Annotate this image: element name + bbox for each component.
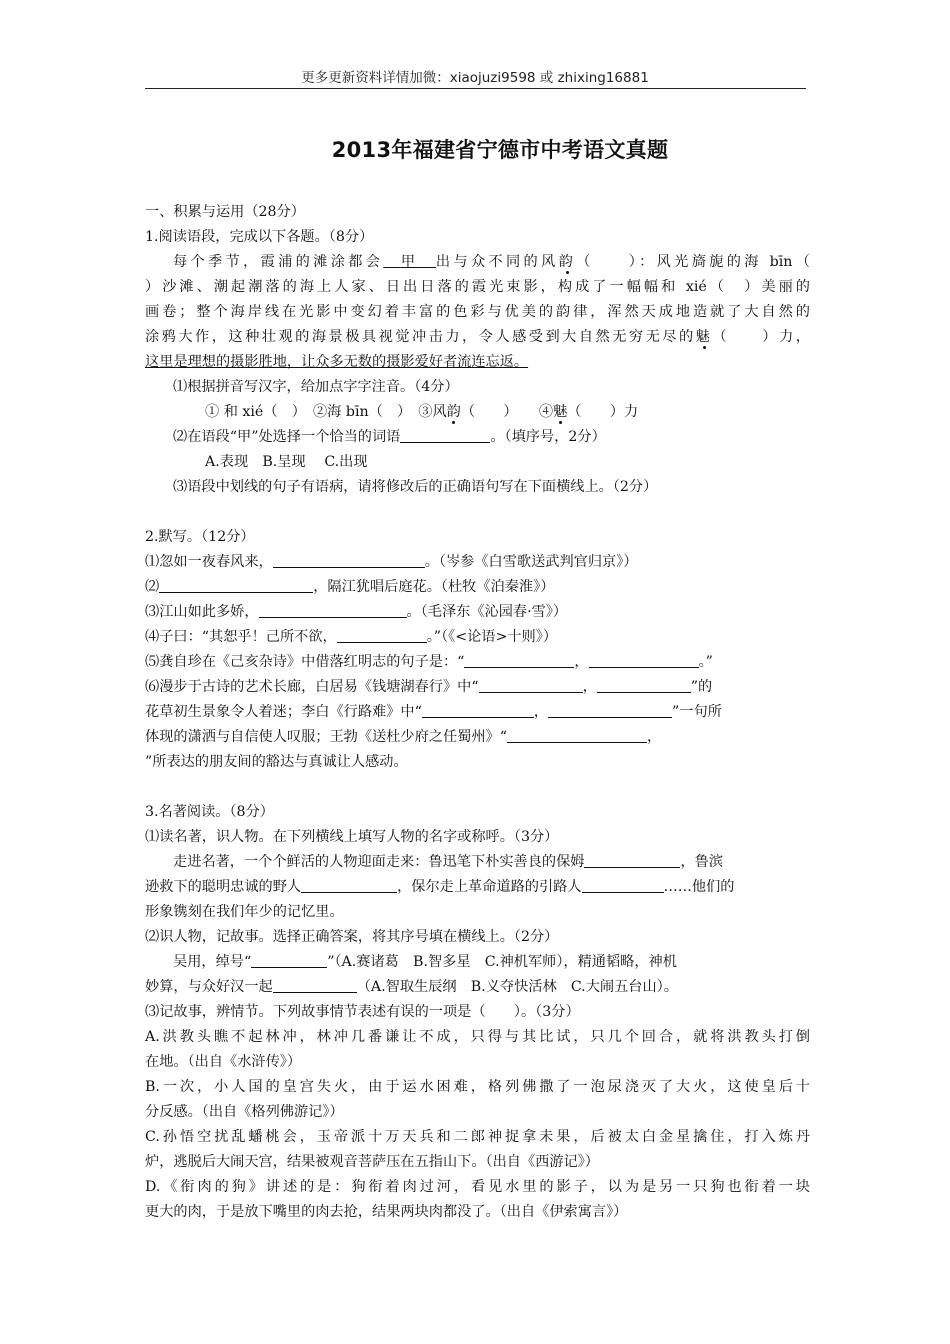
choice-d: D.《衔肉的狗》讲述的是：狗衔着肉过河，看见水里的影子，以为是另一只狗也衔着一块 [145,1179,810,1195]
recite-line: ⑶江山如此多娇， 。（毛泽东《沁园春·雪》） [145,600,810,625]
recite-line: ⑷子曰：“其恕乎！己所不欲， 。”（《<论语>十则》） [145,625,810,650]
blank-jia: 甲 [400,254,419,270]
recite-line: ⑵ ，隔江犹唱后庭花。（杜牧《泊秦淮》） [145,575,810,600]
choice-a-cont: 在地。（出自《水浒传》） [145,1054,302,1070]
header-note: 更多更新资料详情加微：xiaojuzi9598 或 zhixing16881 [301,70,649,86]
dotted-char: 魅 [553,404,568,420]
dotted-char: 韵 [558,254,577,270]
choice-c: C.孙悟空扰乱蟠桃会，玉帝派十万天兵和二郎神捉拿未果，后被太白金星擒住，打入炼丹 [145,1129,810,1145]
question-3-heading: 3.名著阅读。（8分） [145,804,274,820]
passage-line: 形象镌刻在我们年少的记忆里。 [145,904,344,920]
answer-blank[interactable] [273,976,357,993]
recite-line: ”所表达的朋友间的豁达与真诚让人感动。 [145,754,408,770]
dotted-char: 韵 [446,404,461,420]
sub-question: ⑶记故事，辨情节。下列故事情节表述有误的一项是（ ）。（3分） [145,1004,580,1020]
recite-line: 体现的潇洒与自信使人叹服；王勃《送杜少府之任蜀州》“ ， [145,725,810,750]
answer-blank[interactable] [589,651,699,668]
recite-line: ⑹漫步于古诗的艺术长廊，白居易《钱塘湖春行》中“ ， ”的 [145,675,810,700]
sub-question: ⑵识人物，记故事。选择正确答案，将其序号填在横线上。（2分） [145,929,559,945]
passage-line: 逊救下的聪明忠诚的野人 ，保尔走上革命道路的引路人 ……他们的 [145,875,810,900]
answer-blank[interactable] [582,876,664,893]
options-line: A.表现 B.呈现 C.出现 [205,454,368,470]
passage-line: ）沙滩、潮起潮落的海上人家、日出日落的霞光束影，构成了一幅幅和 xié（ ）美丽的 [145,279,810,295]
header-rule [145,88,806,89]
answer-blank[interactable] [464,651,574,668]
passage-line-underlined: 这里是理想的摄影胜地，让众多无数的摄影爱好者流连忘返。 [145,354,529,370]
section-heading: 一、积累与运用（28分） [145,204,305,220]
answer-blank[interactable] [337,626,427,643]
dotted-char: 魅 [695,329,713,345]
choice-d-cont: 更大的肉，于是放下嘴里的肉去抢，结果两块肉都没了。（出自《伊索寓言》） [145,1204,628,1220]
sub-question: ⑴根据拼音写汉字，给加点字字注音。（4分） [173,379,459,395]
recite-line: ⑴忽如一夜春风来， 。（岑参《白雪歌送武判官归京》） [145,550,810,575]
answer-blank[interactable] [422,701,534,718]
answer-blank[interactable] [251,951,327,968]
choice-b: B.一次，小人国的皇宫失火，由于运水困难，格列佛撒了一泡尿浇灭了大火，这使皇后十 [145,1079,810,1095]
choice-a: A.洪教头瞧不起林冲，林冲几番谦让不成，只得与其比试，只几个回合，就将洪教头打倒 [145,1029,810,1045]
question-1-heading: 1.阅读语段，完成以下各题。（8分） [145,229,374,245]
answer-blank[interactable] [548,701,672,718]
answer-blank[interactable] [273,551,425,568]
question-2-heading: 2.默写。（12分） [145,529,255,545]
exam-body [145,200,810,1225]
recite-line: ⑸龚自珍在《己亥杂诗》中借落红明志的句子是：“ ， 。” [145,650,810,675]
page-title: 2013年福建省宁德市中考语文真题 [331,138,669,162]
passage-line: 妙算，与众好汉一起 （A.智取生辰纲 B.义夺快活林 C.大闹五台山）。 [145,975,810,1000]
passage-line: 走进名著，一个个鲜活的人物迎面走来：鲁迅笔下朴实善良的保姆 ，鲁滨 [145,850,810,875]
choice-c-cont: 炉，逃脱后大闹天宫，结果被观音菩萨压在五指山下。（出自《西游记》） [145,1154,599,1170]
answer-blank[interactable] [400,426,490,443]
sub-question: ⑵在语段“甲”处选择一个恰当的词语 。（填序号，2分） [145,425,810,450]
answer-blank[interactable] [301,876,397,893]
passage-line: 吴用，绰号“ ”（A.赛诸葛 B.智多星 C.神机军师），精通韬略，神机 [145,950,810,975]
answer-blank[interactable] [584,851,680,868]
sub-question: ⑶语段中划线的句子有语病，请将修改后的正确语句写在下面横线上。（2分） [173,479,658,495]
sub-question: ⑴读名著，识人物。在下列横线上填写人物的名字或称呼。（3分） [145,829,559,845]
answer-blank[interactable] [159,576,313,593]
answer-blank[interactable] [259,601,407,618]
passage-line: 每个季节，霞浦的滩涂都会 甲 出与众不同的风韵（ ）：风光旖旎的海 bīn（ [173,254,810,270]
answer-blank[interactable] [597,676,691,693]
answer-blank[interactable] [507,726,647,743]
passage-line: 涂鸦大作，这种壮观的海景极具视觉冲击力，令人感受到大自然无穷无尽的魅（ ）力， [145,329,810,345]
choice-b-cont: 分反感。（出自《格列佛游记》） [145,1104,344,1120]
passage-line: 画卷；整个海岸线在光影中变幻着丰富的色彩与优美的韵律，浑然天成地造就了大自然的 [145,304,810,320]
answer-blank[interactable] [479,676,583,693]
recite-line: 花草初生景象令人着迷；李白《行路难》中“ ， ”一句所 [145,700,810,725]
sub-question-items: ① 和 xié（ ） ②海 bīn（ ） ③风韵（ ） ④魅（ ）力 [205,404,639,420]
